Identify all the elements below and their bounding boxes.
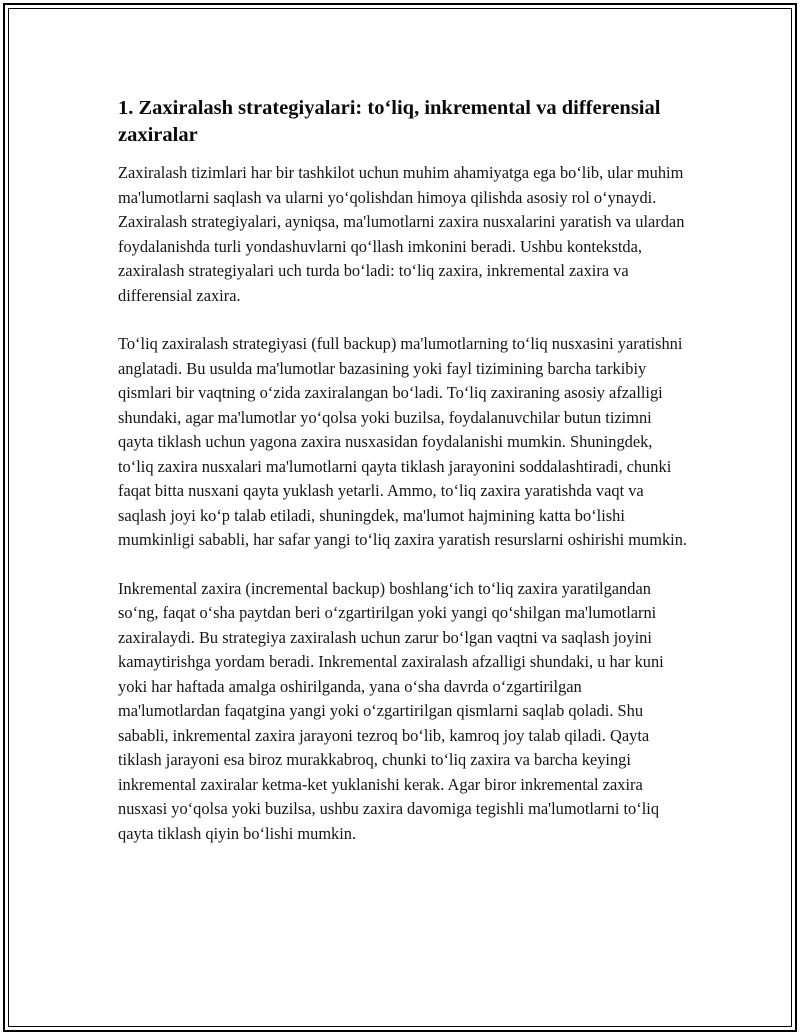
paragraph-intro: Zaxiralash tizimlari har bir tashkilot uchun muhim ahamiyatga ega bo‘lib, ular muhim ma'lumotlarni saqlash va ularni yo‘qolishdan himoya qilishda asosiy rol o‘ynaydi. Zaxiralash strategiyalari, ayniqsa, ma'lumotlarni zaxira nusxalarini yaratish va ulardan foydalanishda turli yondashuvlarni qo‘llash imkonini beradi. Ushbu kontekstda, zaxiralash strategiyalari uch turda bo‘ladi: to‘liq zaxira, inkremental zaxira va differensial zaxira. (118, 163, 685, 305)
document-body (118, 95, 688, 870)
paragraph-full-backup: To‘liq zaxiralash strategiyasi (full backup) ma'lumotlarning to‘liq nusxasini yaratishni anglatadi. Bu usulda ma'lumotlar bazasining yoki fayl tizimining barcha tarkibiy qismlari bir vaqtning o‘zida zaxiralangan bo‘ladi. To‘liq zaxiraning asosiy afzalligi shundaki, agar ma'lumotlar yo‘qolsa yoki buzilsa, foydalanuvchilar butun tizimni qayta tiklash uchun yagona zaxira nusxasidan foydalanishi mumkin. Shuningdek, to‘liq zaxira nusxalari ma'lumotlarni qayta tiklash jarayonini soddalashtiradi, chunki faqat bitta nusxani qayta yuklash yetarli. Ammo, to‘liq zaxira yaratishda vaqt va saqlash joyi ko‘p talab etiladi, shuningdek, ma'lumot hajmining katta bo‘lishi mumkinligi sababli, har safar yangi to‘liq zaxira yaratish resurslarni oshirishi mumkin. (118, 334, 687, 549)
section-heading: 1. Zaxiralash strategiyalari: to‘liq, inkremental va differensial zaxiralar (118, 97, 661, 146)
paragraph-incremental-backup: Inkremental zaxira (incremental backup) boshlang‘ich to‘liq zaxira yaratilgandan so‘ng, faqat o‘sha paytdan beri o‘zgartirilgan yoki yangi qo‘shilgan ma'lumotlarni zaxiralaydi. Bu strategiya zaxiralash uchun zarur bo‘lgan vaqtni va saqlash joyini kamaytirishga yordam beradi. Inkremental zaxiralash afzalligi shundaki, u har kuni yoki har haftada amalga oshirilganda, yana o‘sha davrda o‘zgartirilgan ma'lumotlardan faqatgina yangi yoki o‘zgartirilgan qismlarni saqlab qoladi. Shu sababli, inkremental zaxira jarayoni tezroq bo‘lib, kamroq joy talab qiladi. Qayta tiklash jarayoni esa biroz murakkabroq, chunki to‘liq zaxira va barcha keyingi inkremental zaxiralar ketma-ket yuklanishi kerak. Agar biror inkremental zaxira nusxasi yo‘qolsa yoki buzilsa, ushbu zaxira davomiga tegishli ma'lumotlarni to‘liq qayta tiklash qiyin bo‘lishi mumkin. (118, 578, 664, 843)
